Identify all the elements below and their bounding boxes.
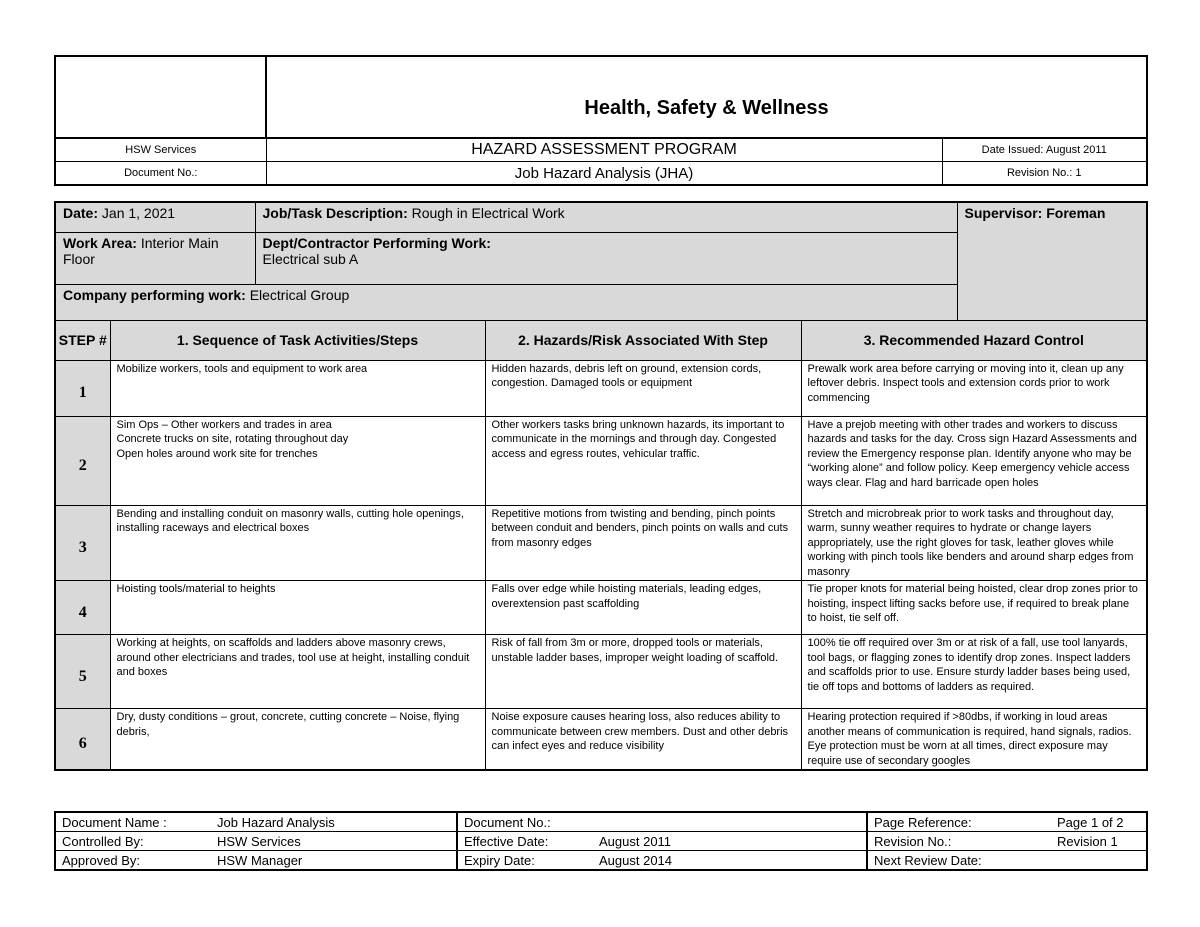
step-control: Prewalk work area before carrying or moving into it, clean up any leftover debris. Inspect tools and extension cords prior to work commencing [801, 360, 1147, 416]
footer-controlled-label: Controlled By: [55, 832, 211, 851]
footer-page-ref-label: Page Reference: [867, 812, 1051, 832]
footer-revision-label: Revision No.: [867, 832, 1051, 851]
document-footer [54, 811, 1148, 871]
company-value: Electrical Group [249, 286, 350, 303]
table-row [55, 416, 1147, 505]
column-header-control: 3. Recommended Hazard Control [801, 320, 1147, 360]
step-hazards: Hidden hazards, debris left on ground, extension cords, congestion. Damaged tools or equipment [485, 360, 801, 416]
footer-next-review-label: Next Review Date: [867, 851, 1051, 871]
dept-contractor-value: Electrical sub A [262, 250, 359, 267]
step-control: 100% tie off required over 3m or at risk of a fall, use tool lanyards, tool bags, or flagging zones to identify drop zones. Inspect ladders and scaffolds prior to use. Ensure sturdy ladder bases being used, tie off tops and bottoms of ladders as required. [801, 635, 1147, 709]
job-description-value: Rough in Electrical Work [411, 205, 565, 221]
program-name: HAZARD ASSESSMENT PROGRAM [266, 138, 942, 162]
footer-controlled-value: HSW Services [211, 832, 457, 851]
supervisor-field: Supervisor: Foreman [957, 202, 1147, 320]
footer-doc-no-value [593, 812, 867, 832]
column-header-hazards: 2. Hazards/Risk Associated With Step [485, 320, 801, 360]
footer-doc-no-label: Document No.: [457, 812, 593, 832]
table-row [55, 709, 1147, 771]
step-hazards: Risk of fall from 3m or more, dropped tools or materials, unstable ladder bases, improper weight loading of scaffold. [485, 635, 801, 709]
revision-number: Revision No.: 1 [942, 162, 1147, 186]
step-hazards: Noise exposure causes hearing loss, also reduces ability to communicate between crew members. Dust and other debris can infect eyes and reduce visibility [485, 709, 801, 771]
step-control: Have a prejob meeting with other trades and workers to discuss hazards and tasks for the day. Cross sign Hazard Assessments and review the Emergency response plan. Identify anyone who may be “working alone” and follow policy. Keep emergency vehicle access ways clear. Flag and hard barricade open holes [801, 416, 1147, 505]
footer-doc-name-value: Job Hazard Analysis [211, 812, 457, 832]
footer-approved-value: HSW Manager [217, 852, 303, 868]
step-number: 5 [55, 635, 110, 709]
step-sequence: Hoisting tools/material to heights [110, 581, 485, 635]
document-number-label: Document No.: [55, 162, 266, 186]
supervisor-value: Foreman [1046, 205, 1106, 221]
logo-area [55, 56, 266, 138]
company-field: Company performing work: Electrical Group [55, 284, 957, 320]
document-type: Job Hazard Analysis (JHA) [266, 162, 942, 186]
footer-page-ref-value: Page 1 of 2 [1051, 812, 1147, 832]
step-sequence: Dry, dusty conditions – grout, concrete, cutting concrete – Noise, flying debris, [110, 709, 485, 771]
footer-effective-value: August 2011 [593, 832, 867, 851]
work-area-value: Interior Main Floor [63, 234, 219, 267]
dept-contractor-field: Dept/Contractor Performing Work: Electrical sub A [255, 232, 957, 284]
footer-revision-value: Revision 1 [1051, 832, 1147, 851]
column-header-sequence: 1. Sequence of Task Activities/Steps [110, 320, 485, 360]
footer-expiry-value: August 2014 [599, 852, 673, 868]
footer-expiry-label: Expiry Date: [457, 851, 593, 871]
page-title: Health, Safety & Wellness [266, 56, 1147, 138]
department-name: HSW Services [55, 138, 266, 162]
step-sequence: Sim Ops – Other workers and trades in area Concrete trucks on site, rotating throughout day Open holes around work site for trenches [110, 416, 485, 505]
step-number: 6 [55, 709, 110, 771]
table-row [55, 581, 1147, 635]
step-hazards: Falls over edge while hoisting materials, leading edges, overextension past scaffolding [485, 581, 801, 635]
column-header-step: STEP # [55, 320, 110, 360]
footer-next-review-value [1051, 851, 1147, 871]
step-number: 4 [55, 581, 110, 635]
date-field: Date: Jan 1, 2021 [55, 202, 255, 232]
step-number: 2 [55, 416, 110, 505]
step-sequence: Bending and installing conduit on masonry walls, cutting hole openings, installing raceways and electrical boxes [110, 505, 485, 581]
date-issued: Date Issued: August 2011 [942, 138, 1147, 162]
table-row [55, 360, 1147, 416]
step-control: Tie proper knots for material being hoisted, clear drop zones prior to hoisting, inspect lifting sacks before use, if required to break plane to hoist, tie self off. [801, 581, 1147, 635]
step-number: 3 [55, 505, 110, 581]
job-description-field: Job/Task Description: Rough in Electrical Work [255, 202, 957, 232]
step-control: Hearing protection required if >80dbs, if working in loud areas another means of communication is required, hand signals, radios. Eye protection must be worn at all times, direct exposure may require use of secondary googles [801, 709, 1147, 771]
work-area-field: Work Area: Interior Main Floor [55, 232, 255, 284]
jha-table [54, 201, 1148, 771]
footer-doc-name-label: Document Name : [55, 812, 211, 832]
footer-approved-label: Approved By: [62, 852, 141, 868]
table-row [55, 505, 1147, 581]
step-hazards: Repetitive motions from twisting and bending, pinch points between conduit and benders, pinch points on walls and cuts from masonry edges [485, 505, 801, 581]
step-number: 1 [55, 360, 110, 416]
step-control: Stretch and microbreak prior to work tasks and throughout day, warm, sunny weather requires to hydrate or change layers appropriately, use the right gloves for task, leather gloves while working with pinch tools like benders and around sharp edges from masonry [801, 505, 1147, 581]
table-row [55, 635, 1147, 709]
document-header [54, 55, 1148, 186]
step-sequence: Mobilize workers, tools and equipment to work area [110, 360, 485, 416]
step-hazards: Other workers tasks bring unknown hazards, its important to communicate in the mornings and through day. Congested access and egress routes, vehicular traffic. [485, 416, 801, 505]
date-value: Jan 1, 2021 [101, 205, 176, 221]
step-sequence: Working at heights, on scaffolds and ladders above masonry crews, around other electricians and trades, tool use at height, installing conduit and boxes [110, 635, 485, 709]
footer-effective-label: Effective Date: [457, 832, 593, 851]
